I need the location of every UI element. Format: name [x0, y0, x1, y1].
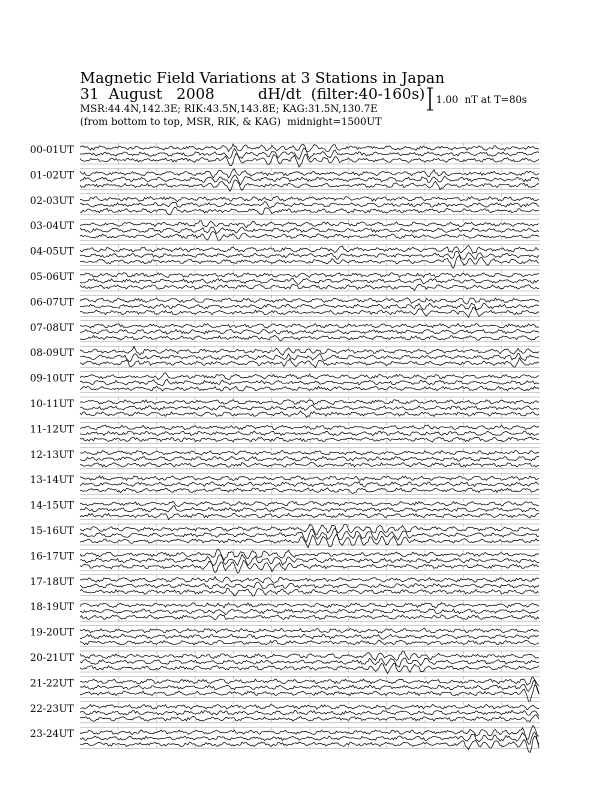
trace-msr: [80, 560, 539, 573]
trace-kag: [80, 273, 539, 278]
trace-kag: [80, 450, 539, 455]
hour-label: 10-11UT: [30, 399, 74, 410]
trace-kag: [80, 425, 539, 430]
trace-rik: [80, 148, 539, 159]
chart-date: 31 August 2008: [80, 85, 215, 103]
trace-rik: [80, 329, 539, 334]
trace-kag: [80, 220, 539, 227]
station-order-note: (from bottom to top, MSR, RIK, & KAG) midnight=1500UT: [80, 117, 382, 128]
hour-label: 18-19UT: [30, 602, 74, 614]
hour-row-20-21UT: [30, 651, 540, 674]
hour-label: 06-07UT: [30, 297, 74, 309]
amplitude-scale-label: 1.00 nT at T=80s: [436, 95, 527, 106]
trace-kag: [80, 347, 539, 356]
trace-rik: [80, 609, 539, 615]
trace-rik: [80, 353, 539, 362]
trace-msr: [80, 488, 539, 494]
trace-kag: [80, 144, 539, 151]
chart-title: Magnetic Field Variations at 3 Stations in Japan: [80, 69, 445, 87]
hour-label: 11-12UT: [30, 424, 74, 436]
trace-kag: [80, 324, 539, 329]
hour-row-04-05UT: [30, 245, 540, 269]
hour-label: 08-09UT: [30, 348, 74, 360]
trace-rik: [80, 554, 539, 565]
hour-row-11-12UT: [30, 422, 540, 443]
hour-label: 12-13UT: [30, 449, 74, 461]
hour-row-05-06UT: [30, 270, 540, 291]
hour-label: 02-03UT: [30, 195, 74, 207]
hour-label: 01-02UT: [30, 170, 74, 182]
hour-label: 00-01UT: [30, 145, 74, 156]
trace-msr: [80, 614, 539, 620]
trace-msr: [80, 358, 539, 368]
hour-row-02-03UT: [30, 194, 540, 215]
hour-label: 21-22UT: [30, 678, 74, 690]
trace-msr: [80, 462, 539, 467]
trace-kag: [80, 577, 539, 584]
hour-label: 09-10UT: [30, 373, 74, 385]
trace-rik: [80, 582, 539, 589]
hour-row-22-23UT: [30, 702, 540, 723]
hour-label: 14-15UT: [30, 500, 74, 512]
trace-kag: [80, 628, 539, 633]
trace-rik: [80, 482, 539, 487]
trace-msr: [80, 715, 539, 722]
trace-msr: [80, 232, 539, 241]
trace-msr: [80, 588, 539, 596]
hour-row-14-15UT: [30, 499, 540, 520]
trace-rik: [80, 506, 539, 512]
trace-msr: [80, 207, 539, 215]
trace-msr: [80, 411, 539, 417]
chart-parameter: dH/dt (filter:40-160s): [258, 85, 426, 103]
hour-label: 05-06UT: [30, 272, 74, 283]
trace-msr: [80, 513, 539, 519]
trace-msr: [80, 736, 539, 752]
hour-label: 23-24UT: [30, 729, 74, 741]
hour-row-19-20UT: [30, 626, 540, 647]
hour-label: 22-23UT: [30, 703, 74, 715]
hour-row-00-01UT: [30, 143, 540, 167]
hour-label: 03-04UT: [30, 221, 74, 233]
trace-rik: [80, 175, 539, 185]
trace-kag: [80, 651, 539, 661]
trace-kag: [80, 677, 539, 686]
trace-rik: [80, 303, 539, 310]
hour-label: 17-18UT: [30, 576, 74, 588]
hour-row-16-17UT: [30, 549, 540, 573]
hour-label: 20-21UT: [30, 653, 74, 664]
trace-kag: [80, 298, 539, 304]
station-coordinates: MSR:44.4N,142.3E; RIK:43.5N,143.8E; KAG:31.5N,130.7E: [80, 104, 378, 115]
trace-msr: [80, 307, 539, 317]
trace-msr: [80, 335, 539, 341]
hour-label: 15-16UT: [30, 526, 74, 537]
trace-rik: [80, 405, 539, 410]
trace-kag: [80, 704, 539, 709]
hour-row-08-09UT: [30, 346, 540, 368]
trace-kag: [80, 246, 539, 254]
trace-kag: [80, 476, 539, 481]
hour-row-18-19UT: [30, 600, 540, 621]
hour-label: 19-20UT: [30, 627, 74, 639]
trace-rik: [80, 680, 539, 694]
trace-kag: [80, 501, 539, 506]
hour-row-23-24UT: [30, 726, 540, 753]
hour-row-17-18UT: [30, 575, 540, 596]
hour-row-15-16UT: [30, 524, 540, 548]
trace-kag: [80, 373, 539, 380]
trace-rik: [80, 431, 539, 436]
hour-row-13-14UT: [30, 473, 540, 494]
trace-rik: [80, 379, 539, 385]
hour-label: 04-05UT: [30, 246, 74, 258]
trace-rik: [80, 711, 539, 717]
trace-kag: [80, 603, 539, 609]
hour-row-03-04UT: [30, 219, 540, 240]
hour-row-06-07UT: [30, 295, 540, 317]
trace-msr: [80, 386, 539, 391]
trace-kag: [80, 196, 539, 201]
trace-rik: [80, 456, 539, 461]
trace-kag: [80, 400, 539, 405]
hour-row-12-13UT: [30, 448, 540, 469]
hour-row-09-10UT: [30, 372, 540, 393]
trace-rik: [80, 227, 539, 234]
trace-kag: [80, 169, 539, 178]
trace-rik: [80, 528, 539, 542]
trace-msr: [80, 256, 539, 269]
hour-row-01-02UT: [30, 168, 540, 191]
hour-row-21-22UT: [30, 676, 540, 701]
trace-msr: [80, 284, 539, 290]
trace-rik: [80, 658, 539, 667]
hour-label: 16-17UT: [30, 551, 74, 563]
hour-row-10-11UT: [30, 397, 540, 418]
trace-rik: [80, 634, 539, 639]
trace-rik: [80, 279, 539, 285]
trace-msr: [80, 180, 539, 191]
hour-row-07-08UT: [30, 321, 540, 342]
trace-rik: [80, 732, 539, 744]
trace-msr: [80, 437, 539, 442]
trace-rik: [80, 202, 539, 209]
hour-label: 13-14UT: [30, 475, 74, 487]
trace-msr: [80, 640, 539, 645]
hour-label: 07-08UT: [30, 322, 74, 334]
